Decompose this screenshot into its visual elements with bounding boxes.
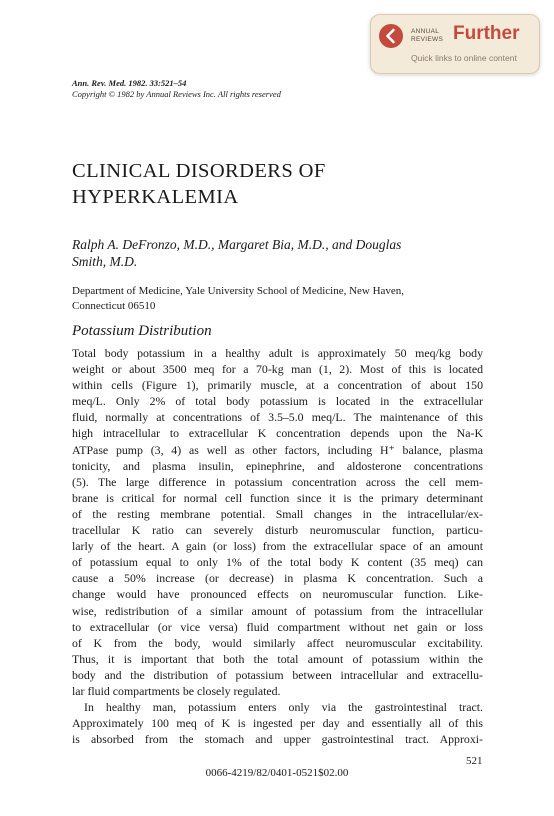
- body-line: change would have pronounced effects on neuromuscular function. Like-: [72, 587, 483, 602]
- author-line: Smith, M.D.: [72, 254, 138, 269]
- body-line: ATPase pump (3, 4) as well as other factors, including H⁺ balance, plasma: [72, 442, 483, 457]
- affiliation-line: Department of Medicine, Yale University School of Medicine, New Haven,: [72, 285, 405, 297]
- body-line: tracellular K ratio can severely disturb neuromuscular function, particu-: [72, 523, 483, 538]
- body-line: larly of the heart. A gain (or loss) from the extracellular space of an amount: [72, 539, 483, 554]
- body-line: cause a 50% increase (or decrease) in plasma K concentration. Such a: [72, 571, 483, 586]
- body-line: weight or about 3500 meq for a 70-kg man (1, 2). Most of this is located: [72, 362, 483, 377]
- body-line: is absorbed from the stomach and upper gastrointestinal tract. Approxi-: [72, 732, 483, 747]
- affiliation: [72, 284, 492, 314]
- badge-further-label: Further: [453, 23, 520, 44]
- body-line: body and the distribution of potassium between intracellular and extracellu-: [72, 667, 483, 682]
- annual-reviews-further-badge[interactable]: [370, 14, 540, 74]
- body-line: Thus, it is important that both the total amount of potassium within the: [72, 651, 483, 666]
- article-title: [72, 158, 326, 210]
- page-number: 521: [466, 755, 483, 767]
- body-line: of K from the body, would similarly affect neuromuscular excitability.: [72, 635, 483, 650]
- body-line: (5). The large difference in potassium concentration across the cell mem-: [72, 474, 483, 489]
- body-line: meq/L. Only 2% of total body potassium is located in the extracellular: [72, 394, 483, 409]
- article-title-line: HYPERKALEMIA: [72, 186, 239, 208]
- section-heading: Potassium Distribution: [72, 323, 212, 339]
- body-line: to extracellular (or vice versa) fluid compartment without net gain or loss: [72, 619, 483, 634]
- citation-block: [72, 78, 281, 100]
- body-text: [72, 345, 483, 747]
- body-line: fluid, normally at concentrations of 3.5–5.0 meq/L. The maintenance of this: [72, 410, 483, 425]
- body-line: lar fluid compartments be closely regulated.: [72, 683, 281, 698]
- body-line: high intracellular to extracellular K concentration depends upon the Na-K: [72, 426, 483, 441]
- journal-citation: Ann. Rev. Med. 1982. 33:521–54: [72, 78, 187, 88]
- body-line: Approximately 100 meq of K is ingested per day and essentially all of this: [72, 716, 483, 731]
- body-line: In healthy man, potassium enters only via the gastrointestinal tract.: [84, 700, 483, 715]
- body-line: brane is critical for normal cell function since it is the primary determinant: [72, 490, 483, 505]
- body-line: Total body potassium in a healthy adult is approximately 50 meq/kg body: [72, 346, 483, 360]
- doi-code: 0066-4219/82/0401-0521$02.00: [205, 767, 349, 779]
- body-line: within cells (Figure 1), primarily muscle, at a concentration of about 150: [72, 378, 483, 393]
- body-line: wise, redistribution of a similar amount of potassium from the intracellular: [72, 603, 483, 618]
- body-line: tonicity, and plasma insulin, epinephrine, and aldosterone concentrations: [72, 458, 483, 473]
- body-line: of the resting membrane potential. Small changes in the intracellular/ex-: [72, 506, 483, 521]
- affiliation-line: Connecticut 06510: [72, 300, 156, 312]
- badge-annual-label: ANNUAL: [411, 28, 440, 35]
- play-arrow-icon: [379, 24, 403, 48]
- badge-quick-links-label: Quick links to online content: [411, 53, 517, 63]
- body-line: of potassium equal to only 1% of the total body K content (35 meq) can: [72, 555, 483, 570]
- article-title-line: CLINICAL DISORDERS OF: [72, 160, 326, 182]
- author-line: Ralph A. DeFronzo, M.D., Margaret Bia, M.D., and Douglas: [72, 237, 402, 252]
- copyright-notice: Copyright © 1982 by Annual Reviews Inc. All rights reserved: [72, 89, 281, 99]
- author-list: [72, 236, 492, 270]
- badge-reviews-label: REVIEWS: [411, 36, 444, 43]
